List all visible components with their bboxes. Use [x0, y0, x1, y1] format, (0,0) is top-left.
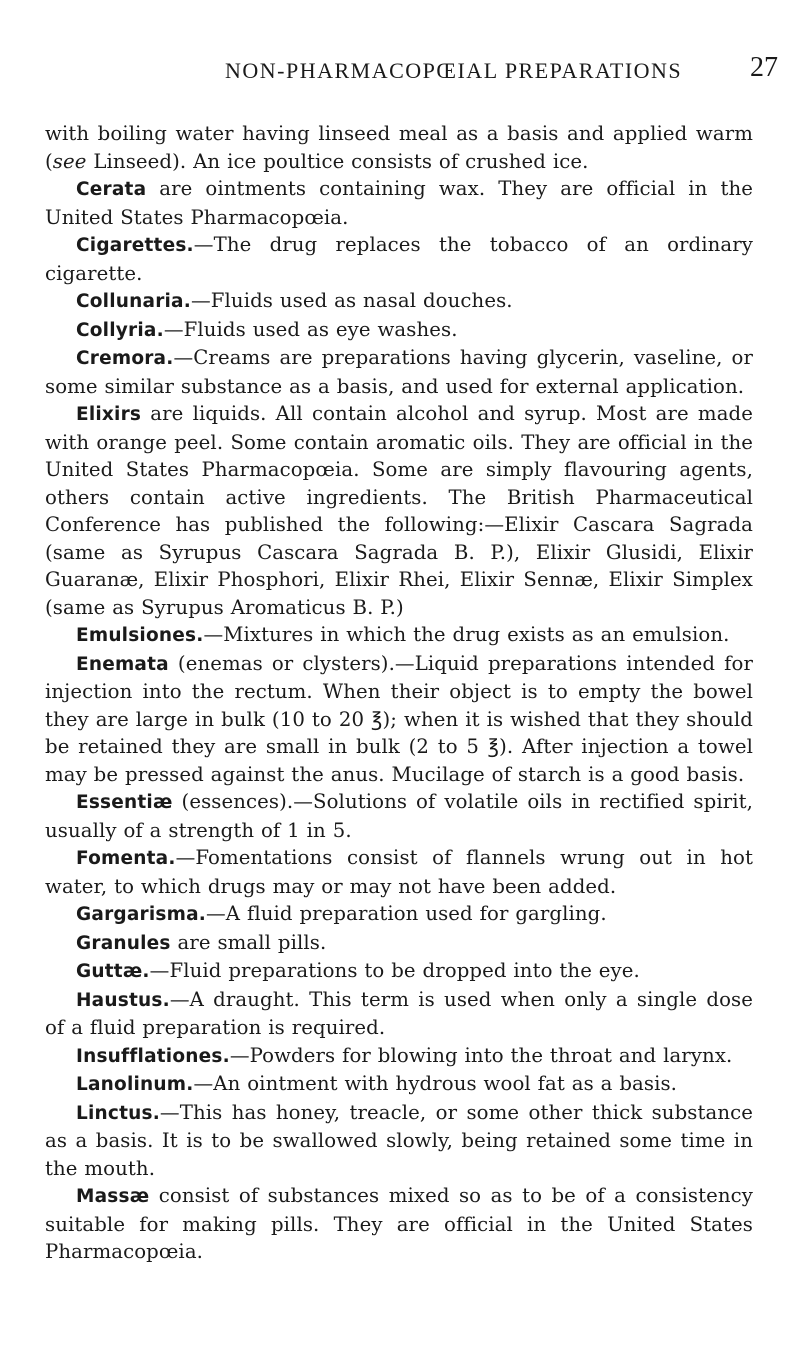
- entry-haustus: [45, 986, 753, 1042]
- running-head-title: NON-PHARMACOPŒIAL PREPARATIONS: [225, 58, 683, 83]
- entry-text: —Fomentations consist of flannels wrung out in hot water, to which drugs may or may not have been added.: [45, 846, 753, 898]
- entry-text: (essences).—Solutions of volatile oils in rectified spirit, usually of a strength of 1 in 5.: [45, 790, 753, 842]
- entry-cerata: [45, 175, 753, 231]
- entry-guttae: [45, 957, 753, 986]
- entry-text: —Fluids used as nasal douches.: [190, 289, 513, 312]
- entry-term: Gargarisma.: [76, 904, 206, 925]
- entry-text: consist of substances mixed so as to be of a consistency suitable for making pills. They are official in the United States Pharmacopœia.: [45, 1184, 753, 1263]
- entry-text-italic: see: [52, 149, 87, 173]
- entry-gargarisma: [45, 900, 753, 929]
- entry-text: are small pills.: [170, 930, 327, 954]
- entry-term: Granules: [76, 932, 171, 954]
- entry-text: with boiling water having linseed meal as a basis and applied warm (: [45, 122, 753, 173]
- entry-term: Fomenta.: [76, 848, 176, 869]
- entry-text: —This has honey, treacle, or some other thick substance as a basis. It is to be swallowed slowly, being retained some time in the mouth.: [45, 1100, 753, 1180]
- entry-text: —The drug replaces the tobacco of an ordinary cigarette.: [45, 233, 753, 285]
- entry-term: Enemata: [76, 653, 169, 675]
- entry-text: (enemas or clysters).—Liquid preparations intended for injection into the rectum. When their object is to empty the bowel they are large in bulk (10 to 20 ℥); when it is wished that they should be retained they are small in bulk (2 to 5 ℥). After injection a towel may be pressed against the anus. Mucilage of starch is a good basis.: [45, 651, 753, 786]
- entry-granules: [45, 929, 753, 958]
- entry-term: Cigarettes.: [76, 235, 194, 256]
- entry-term: Cremora.: [76, 348, 174, 369]
- entry-term: Cerata: [76, 179, 147, 200]
- entry-text: are ointments containing wax. They are official in the United States Pharmacopœia.: [45, 177, 753, 229]
- entry-cremora: [45, 344, 753, 400]
- entry-insufflationes: [45, 1042, 753, 1071]
- entry-text: —A draught. This term is used when only a single dose of a fluid preparation is required.: [45, 987, 753, 1039]
- entry-collunaria: [45, 287, 753, 316]
- entry-term: Lanolinum.: [76, 1074, 194, 1095]
- entry-term: Elixirs: [76, 404, 142, 425]
- entry-enemata: [45, 650, 753, 789]
- entry-linctus: [45, 1099, 753, 1183]
- entry-elixirs: [45, 400, 753, 621]
- body-text: [45, 120, 753, 1266]
- entry-massae: [45, 1182, 753, 1266]
- entry-text: —Powders for blowing into the throat and larynx.: [229, 1043, 733, 1067]
- entry-term: Collyria.: [76, 319, 164, 341]
- entry-term: Insufflationes.: [76, 1045, 230, 1067]
- entry-text: Linseed). An ice poultice consists of crushed ice.: [86, 149, 589, 173]
- entry-text: —An ointment with hydrous wool fat as a basis.: [193, 1072, 678, 1095]
- entry-term: Massæ: [76, 1186, 150, 1207]
- entry-text: —A fluid preparation used for gargling.: [205, 902, 607, 925]
- entry-lanolinum: [45, 1070, 753, 1099]
- entry-collyria: [45, 316, 753, 345]
- page-number: 27: [750, 52, 778, 83]
- entry-term: Haustus.: [76, 989, 170, 1011]
- entry-term: Guttæ.: [76, 961, 150, 982]
- entry-term: Essentiæ: [76, 792, 173, 813]
- entry-text: —Creams are preparations having glycerin, vaseline, or some similar substance as a basis, and used for external application.: [45, 346, 753, 398]
- continued-paragraph: [45, 120, 753, 175]
- entry-essentiae: [45, 788, 753, 844]
- entry-term: Linctus.: [76, 1102, 160, 1124]
- entry-emulsiones: [45, 621, 753, 650]
- entry-text: —Fluid preparations to be dropped into the eye.: [149, 959, 640, 982]
- entry-term: Emulsiones.: [76, 625, 204, 646]
- entry-text: —Fluids used as eye washes.: [163, 317, 458, 341]
- entry-term: Collunaria.: [76, 291, 191, 312]
- entry-text: are liquids. All contain alcohol and syrup. Most are made with orange peel. Some contain aromatic oils. They are official in the United States Pharmacopœia. Some are simply flavouring agents, others contain active ingredients. The British Pharmaceutical Conference has published the following:—Elixir Cascara Sagrada (same as Syrupus Cascara Sagrada B. P.), Elixir Glusidi, Elixir Guaranæ, Elixir Phosphori, Elixir Rhei, Elixir Sennæ, Elixir Simplex (same as Syrupus Aromaticus B. P.): [45, 402, 753, 619]
- entry-fomenta: [45, 844, 753, 900]
- entry-text: —Mixtures in which the drug exists as an emulsion.: [203, 623, 730, 646]
- entry-cigarettes: [45, 231, 753, 287]
